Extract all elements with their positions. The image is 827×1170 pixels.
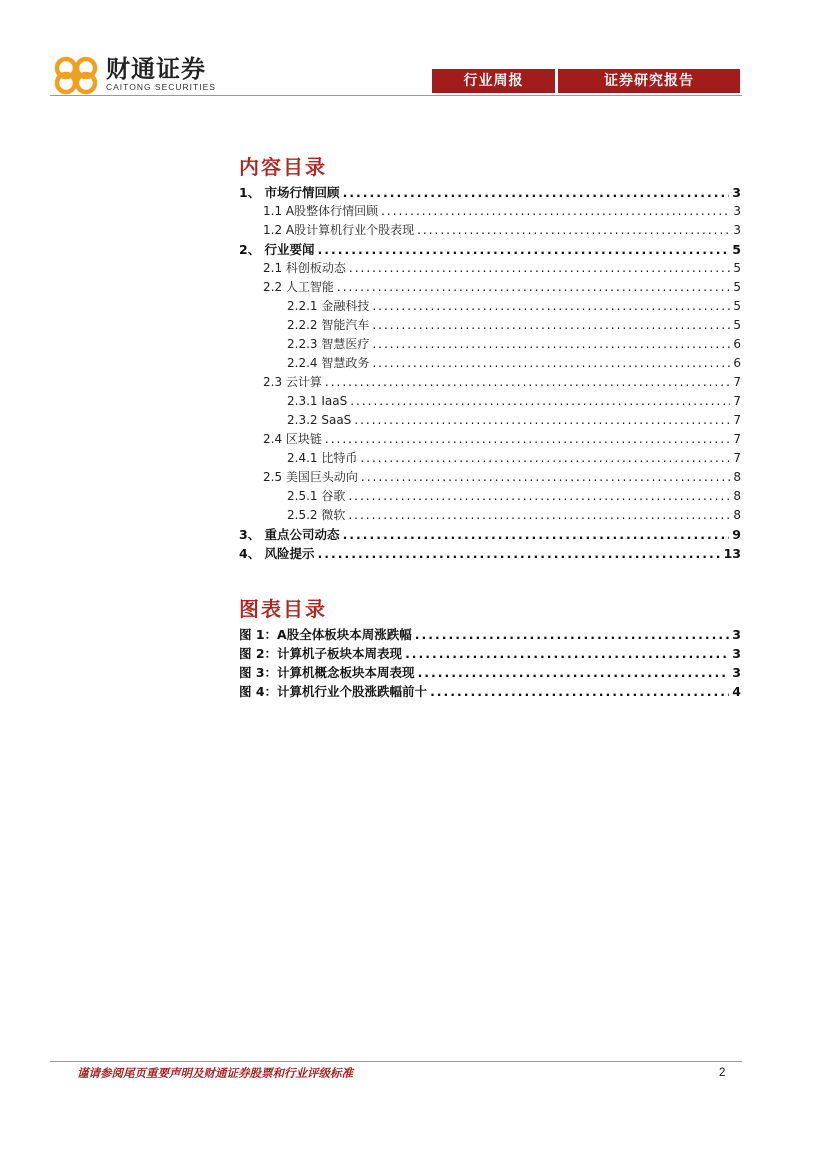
- toc-entry-text: 2.2 人工智能: [263, 280, 334, 294]
- figures-title: 图表目录: [239, 597, 327, 621]
- caitong-logo-icon: [52, 54, 100, 96]
- toc-entry-page: 7: [733, 451, 741, 465]
- toc-entry-text: 2.5.1 谷歌: [287, 489, 346, 503]
- figure-entry-text: 图 1：A股全体板块本周涨跌幅: [239, 627, 412, 642]
- toc-entry[interactable]: [287, 506, 741, 525]
- toc-entry-text: 2.2.1 金融科技: [287, 299, 370, 313]
- figure-entry[interactable]: [239, 682, 741, 701]
- logo-english-name: CAITONG SECURITIES: [106, 82, 216, 92]
- weekly-report-tag: 行业周报: [432, 69, 555, 93]
- toc-entry-text: 2.2.4 智慧政务: [287, 356, 370, 370]
- toc-entry-page: 7: [733, 432, 741, 446]
- toc-entry[interactable]: [287, 392, 741, 411]
- toc-entry-text: 2.4 区块链: [263, 432, 322, 446]
- toc-entry-page: 5: [733, 299, 741, 313]
- page-header: [0, 0, 827, 110]
- toc-entry-text: 2、 行业要闻: [239, 242, 315, 257]
- toc-entry-text: 2.5.2 微软: [287, 508, 346, 522]
- toc-entry[interactable]: [263, 202, 741, 221]
- toc-entry-text: 4、 风险提示: [239, 546, 315, 561]
- toc-entry-page: 3: [733, 223, 741, 237]
- toc-entry[interactable]: [287, 449, 741, 468]
- toc-entry[interactable]: [263, 221, 741, 240]
- figure-entry[interactable]: [239, 663, 741, 682]
- toc-entry[interactable]: [263, 373, 741, 392]
- toc-entry[interactable]: [263, 278, 741, 297]
- toc-entry-text: 1、 市场行情回顾: [239, 185, 340, 200]
- toc-entry-text: 2.4.1 比特币: [287, 451, 358, 465]
- toc-entry[interactable]: [239, 525, 741, 544]
- toc-entry-page: 5: [733, 280, 741, 294]
- toc-entry[interactable]: [287, 354, 741, 373]
- toc-entry-page: 7: [733, 394, 741, 408]
- toc-entry[interactable]: [239, 183, 741, 202]
- header-divider: [50, 95, 742, 96]
- figure-entry[interactable]: [239, 625, 741, 644]
- logo-chinese-name: 财通证券: [106, 55, 206, 83]
- toc-entry[interactable]: [263, 468, 741, 487]
- toc-entry-page: 5: [733, 318, 741, 332]
- toc-title: 内容目录: [239, 155, 327, 179]
- toc-entry[interactable]: [287, 316, 741, 335]
- research-report-tag: 证券研究报告: [558, 69, 740, 93]
- toc-entry[interactable]: [287, 335, 741, 354]
- page-number: 2: [719, 1067, 726, 1079]
- footer-divider: [50, 1061, 742, 1062]
- figure-entry-page: 3: [732, 627, 741, 642]
- toc-entry[interactable]: [239, 544, 741, 563]
- toc-entry-text: 2.5 美国巨头动向: [263, 470, 358, 484]
- toc-entry[interactable]: [239, 240, 741, 259]
- toc-entry-text: 2.2.2 智能汽车: [287, 318, 370, 332]
- figure-entry-text: 图 2：计算机子板块本周表现: [239, 646, 403, 661]
- figure-entry-page: 4: [732, 684, 741, 699]
- figure-entry-page: 3: [732, 665, 741, 680]
- toc-entry-page: 8: [733, 470, 741, 484]
- toc-entry-page: 3: [732, 185, 741, 200]
- toc-entry-text: 2.3.2 SaaS: [287, 413, 352, 427]
- toc-entry-text: 3、 重点公司动态: [239, 527, 340, 542]
- toc-entry-page: 13: [723, 546, 741, 561]
- toc-entry-text: 2.3.1 IaaS: [287, 394, 348, 408]
- toc-entry[interactable]: [287, 411, 741, 430]
- toc-entry-page: 5: [733, 261, 741, 275]
- figure-entry-text: 图 3：计算机概念板块本周表现: [239, 665, 415, 680]
- toc-entry[interactable]: [287, 487, 741, 506]
- toc-entry-page: 5: [732, 242, 741, 257]
- toc-entry-text: 2.1 科创板动态: [263, 261, 346, 275]
- figure-entry-text: 图 4：计算机行业个股涨跌幅前十: [239, 684, 428, 699]
- toc-entry[interactable]: [263, 430, 741, 449]
- toc-entry[interactable]: [263, 259, 741, 278]
- toc-entry-text: 1.1 A股整体行情回顾: [263, 204, 379, 218]
- figure-entry[interactable]: [239, 644, 741, 663]
- toc-entry-page: 3: [733, 204, 741, 218]
- figure-entry-page: 3: [732, 646, 741, 661]
- toc-entry-page: 6: [733, 337, 741, 351]
- toc-entry-text: 1.2 A股计算机行业个股表现: [263, 223, 415, 237]
- toc-entry[interactable]: [287, 297, 741, 316]
- toc-entry-text: 2.3 云计算: [263, 375, 322, 389]
- toc-entry-page: 7: [733, 375, 741, 389]
- footer-disclaimer: 谨请参阅尾页重要声明及财通证券股票和行业评级标准: [77, 1066, 353, 1080]
- toc-entry-page: 7: [733, 413, 741, 427]
- toc-entry-page: 8: [733, 489, 741, 503]
- toc-entry-text: 2.2.3 智慧医疗: [287, 337, 370, 351]
- toc-entry-page: 6: [733, 356, 741, 370]
- toc-entry-page: 9: [732, 527, 741, 542]
- toc-entry-page: 8: [733, 508, 741, 522]
